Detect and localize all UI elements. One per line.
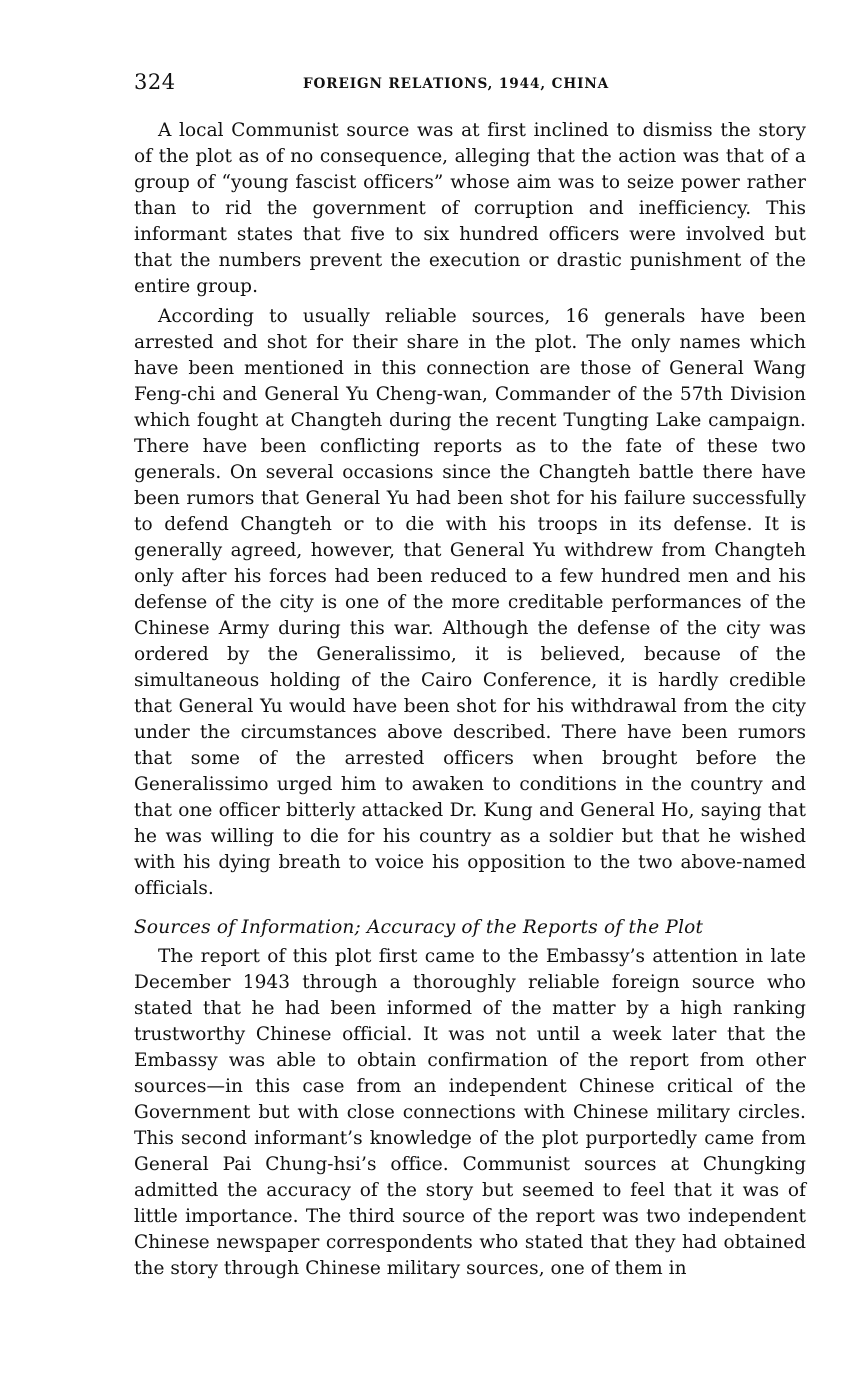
paragraph-communist-source: A local Communist source was at first inclined to dismiss the story of the plot as of no consequence, alleging that the action was that of a group of “young fascist officers” whose aim was to seize power rather than to rid the government of corruption and inefficiency. This informant states that five to six hundred officers were involved but that the numbers prevent the execution or drastic punishment of the entire group. (134, 120, 806, 297)
section-heading: Sources of Information; Accuracy of the Reports of the Plot (134, 917, 704, 938)
page-number: 324 (134, 70, 176, 94)
paragraph-generals-arrested: According to usually reliable sources, 16 generals have been arrested and shot for their share in the plot. The only names which have been mentioned in this connection are those of General Wang Feng-chi and General Yu Cheng-wan, Commander of the 57th Division which fought at Changteh during the recent Tungting Lake campaign. There have been conflicting reports as to the fate of these two generals. On several occasions since the Changteh battle there have been rumors that General Yu had been shot for his failure successfully to defend Changteh or to die with his troops in its defense. It is generally agreed, however, that General Yu withdrew from Changteh only after his forces had been reduced to a few hundred men and his defense of the city is one of the more creditable performances of the Chinese Army during this war. Although the defense of the city was ordered by the Generalissimo, it is believed, because of the simultaneous holding of the Cairo Conference, it is hardly credible that General Yu would have been shot for his withdrawal from the city under the circumstances above described. There have been rumors that some of the arrested officers when brought before the Generalissimo urged him to awaken to conditions in the country and that one officer bitterly attacked Dr. Kung and General Ho, saying that he was willing to die for his country as a soldier but that he wished with his dying breath to voice his opposition to the two above-named officials. (134, 306, 806, 899)
page-header (134, 70, 806, 100)
document-page (134, 70, 806, 1282)
paragraph-report-sources: The report of this plot first came to the Embassy’s attention in late December 1943 through a thoroughly reliable foreign source who stated that he had been informed of the matter by a high ranking trustworthy Chinese official. It was not until a week later that the Embassy was able to obtain confirmation of the report from other sources—in this case from an independent Chinese critical of the Government but with close connections with Chinese military circles. This second informant’s knowledge of the plot purportedly came from General Pai Chung-hsi’s office. Communist sources at Chungking admitted the accuracy of the story but seemed to feel that it was of little importance. The third source of the report was two independent Chinese newspaper correspondents who stated that they had obtained the story through Chinese military sources, one of them in (134, 946, 806, 1279)
running-head: FOREIGN RELATIONS, 1944, CHINA (303, 76, 610, 92)
